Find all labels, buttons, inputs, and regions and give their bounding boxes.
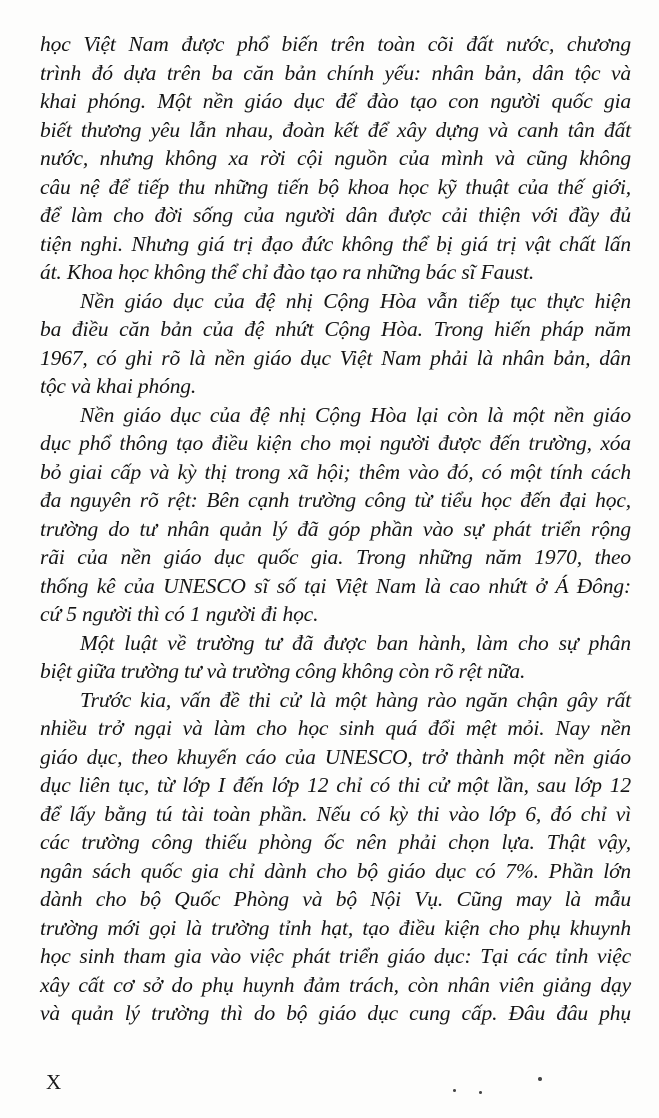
text-line: giáo dục, theo khuyến cáo của UNESCO, trở thành một nền giáo xyxy=(40,744,631,769)
page-number: X xyxy=(46,1070,62,1094)
text-line: biết thương yêu lẫn nhau, đoàn kết để xây dựng và canh tân đất xyxy=(40,117,631,142)
text-line: ngân sách quốc gia chỉ dành cho bộ giáo dục có 7%. Phần lớn xyxy=(40,858,631,883)
text-line: thống kê của UNESCO sĩ số tại Việt Nam là cao nhứt ở Á Đông: xyxy=(40,573,631,598)
text-line: khai phóng. Một nền giáo dục để đào tạo con người quốc gia xyxy=(40,89,631,113)
body-text xyxy=(40,30,631,1028)
scan-speck xyxy=(453,1089,456,1092)
text-line: các trường công thiếu phòng ốc nên phải chọn lựa. Thật vậy, xyxy=(40,830,631,854)
text-line: bỏ giai cấp và kỳ thị trong xã hội; thêm vào đó, có một tính cách xyxy=(40,459,631,484)
paragraph-end-line: át. Khoa học không thể chỉ đào tạo ra những bác sĩ Faust. xyxy=(40,260,535,284)
text-line: và quản lý trường thì do bộ giáo dục cung cấp. Đâu đâu phụ xyxy=(40,1001,631,1025)
paragraph-start-line: Nền giáo dục của đệ nhị Cộng Hòa lại còn là một nền giáo xyxy=(80,402,631,427)
text-line: đa nguyên rõ rệt: Bên cạnh trường công từ tiểu học đến đại học, xyxy=(40,488,631,512)
paragraph-end-line: tộc và khai phóng. xyxy=(40,374,197,398)
text-line: rãi của nền giáo dục quốc gia. Trong những năm 1970, theo xyxy=(40,545,631,569)
text-line: học sinh tham gia vào việc phát triển giáo dục: Tại các tỉnh việc xyxy=(40,944,631,968)
text-line: ba điều căn bản của đệ nhứt Cộng Hòa. Trong hiến pháp năm xyxy=(40,317,631,341)
scan-speck xyxy=(479,1091,482,1094)
paragraph-end-line: biệt giữa trường tư và trường công không còn rõ rệt nữa. xyxy=(40,659,526,683)
paragraph-start-line: Trước kia, vấn đề thi cử là một hàng rào ngăn chận gây rất xyxy=(80,687,631,712)
scan-speck xyxy=(538,1077,542,1081)
text-line: học Việt Nam được phổ biến trên toàn cõi đất nước, chương xyxy=(40,32,631,56)
text-line: dục phổ thông tạo điều kiện cho mọi người được đến trường, xóa xyxy=(40,431,631,455)
text-line: để làm cho đời sống của người dân được cải thiện với đầy đủ xyxy=(40,203,631,227)
text-line: nhiều trở ngại và làm cho học sinh quá đổi mệt mỏi. Nay nền xyxy=(40,716,631,740)
text-line: trình đó dựa trên ba căn bản chính yếu: nhân bản, dân tộc và xyxy=(40,60,631,85)
text-line: xây cất cơ sở do phụ huynh đảm trách, còn nhân viên giảng dạy xyxy=(40,972,631,997)
paragraph-end-line: cứ 5 người thì có 1 người đi học. xyxy=(40,602,319,626)
text-line: nước, nhưng không xa rời cội nguồn của mình và cũng không xyxy=(40,146,631,170)
text-line: tiện nghi. Nhưng giá trị đạo đức không thể bị giá trị vật chất lấn xyxy=(40,231,631,256)
text-line: câu nệ để tiếp thu những tiến bộ khoa học kỹ thuật của thế giới, xyxy=(40,174,631,199)
text-line: trường mới gọi là trường tỉnh hạt, tạo điều kiện cho phụ khuynh xyxy=(40,915,631,940)
text-line: dục liên tục, từ lớp I đến lớp 12 chỉ có thi cử một lần, sau lớp 12 xyxy=(40,773,631,797)
paragraph-start-line: Nền giáo dục của đệ nhị Cộng Hòa vẫn tiếp tục thực hiện xyxy=(80,288,631,313)
text-line: trường do tư nhân quản lý đã góp phần vào sự phát triển rộng xyxy=(40,516,631,541)
text-line: để lấy bằng tú tài toàn phần. Nếu có kỳ thi vào lớp 6, đó chỉ vì xyxy=(40,801,631,826)
text-line: dành cho bộ Quốc Phòng và bộ Nội Vụ. Cũng may là mẫu xyxy=(40,887,631,911)
paragraph-start-line: Một luật về trường tư đã được ban hành, làm cho sự phân xyxy=(80,630,631,655)
text-line: 1967, có ghi rõ là nền giáo dục Việt Nam phải là nhân bản, dân xyxy=(40,345,631,370)
